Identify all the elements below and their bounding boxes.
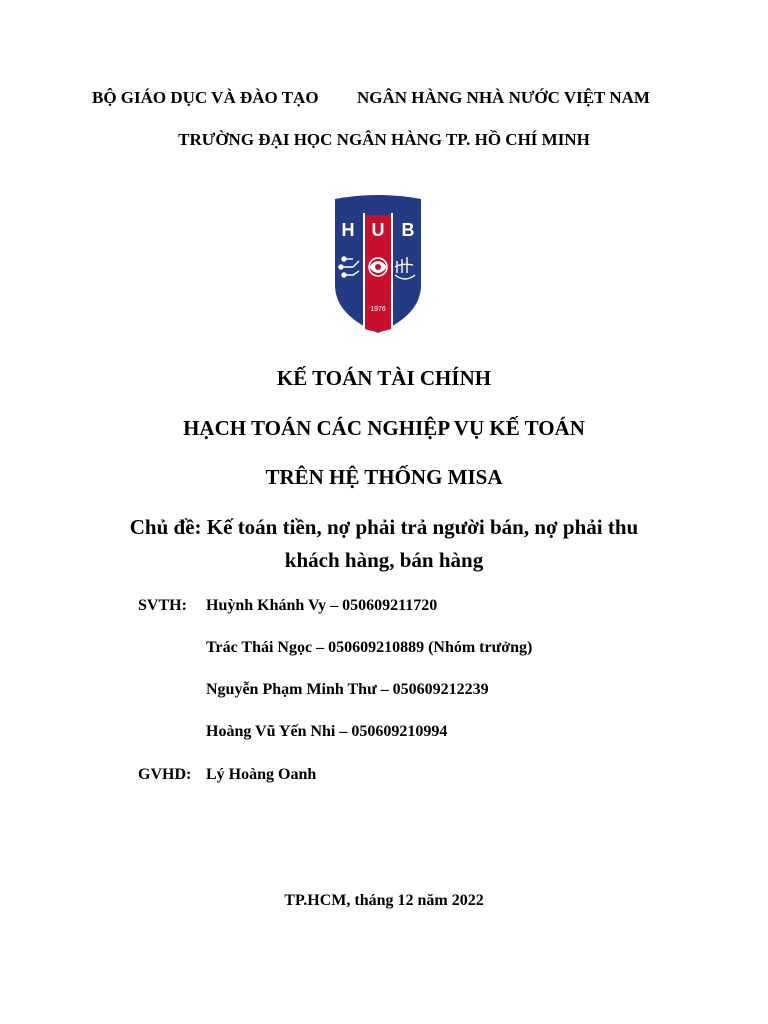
student-member: Huỳnh Khánh Vy – 050609211720 [206, 597, 438, 614]
advisor-name: Lý Hoàng Oanh [206, 766, 317, 783]
hub-logo [331, 193, 425, 335]
logo-letter-u: U [371, 220, 385, 240]
ministry-name: BỘ GIÁO DỤC VÀ ĐÀO TẠO [92, 88, 319, 107]
logo-letter-b: B [401, 220, 415, 240]
bank-name: NGÂN HÀNG NHÀ NƯỚC VIỆT NAM [357, 88, 650, 107]
students-label: SVTH: [138, 597, 187, 614]
title-line-1: KẾ TOÁN TÀI CHÍNH [276, 366, 492, 390]
advisor-label: GVHD: [138, 766, 192, 783]
logo-letter-h: H [341, 220, 355, 240]
title-line-2: HẠCH TOÁN CÁC NGHIỆP VỤ KẾ TOÁN [183, 416, 585, 440]
logo-year: 1976 [370, 306, 386, 313]
topic-line-2: khách hàng, bán hàng [284, 548, 484, 572]
student-member: Nguyễn Phạm Minh Thư – 050609212239 [206, 681, 489, 698]
student-member: Hoàng Vũ Yến Nhi – 050609210994 [206, 723, 448, 740]
topic-line-1: Chủ đề: Kế toán tiền, nợ phải trả người bán, nợ phải thu [129, 515, 639, 539]
school-name: TRƯỜNG ĐẠI HỌC NGÂN HÀNG TP. HỒ CHÍ MINH [178, 130, 590, 149]
title-line-3: TRÊN HỆ THỐNG MISA [265, 465, 503, 489]
date-line: TP.HCM, tháng 12 năm 2022 [284, 892, 484, 909]
student-member: Trác Thái Ngọc – 050609210889 (Nhóm trưởng) [206, 639, 533, 656]
